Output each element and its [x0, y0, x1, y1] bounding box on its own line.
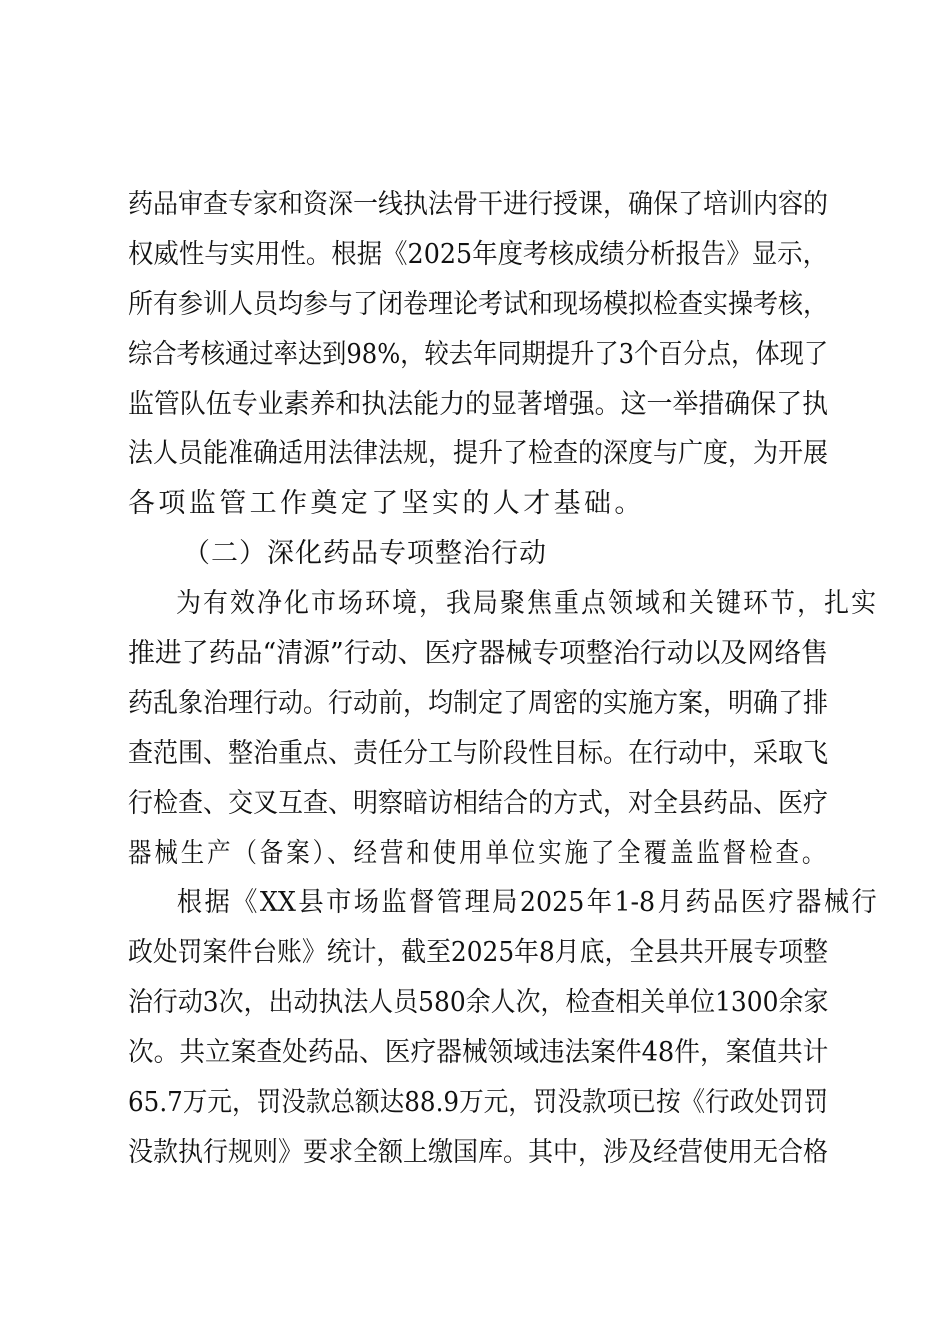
paragraph-1-line-1: 药品审查专家和资深一线执法骨干进行授课，确保了培训内容的	[128, 189, 828, 220]
paragraph-2-line-4: 查范围、整治重点、责任分工与阶段性目标。在行动中，采取飞	[128, 737, 828, 769]
paragraph-3-line-4: 次。共立案查处药品、医疗器械领域违法案件48件，案值共计	[128, 1037, 829, 1069]
paragraph-1-line-4: 综合考核通过率达到98%，较去年同期提升了3个百分点，体现了	[128, 338, 829, 370]
paragraph-3-line-5: 65.7万元，罚没款总额达88.9万元，罚没款项已按《行政处罚罚	[128, 1087, 829, 1119]
paragraph-2-line-1: 为有效净化市场环境，我局聚焦重点领域和关键环节，扎实	[176, 588, 876, 620]
section-heading: （二）深化药品专项整治行动	[183, 538, 547, 570]
paragraph-2-line-2: 推进了药品“清源”行动、医疗器械专项整治行动以及网络售	[128, 638, 828, 670]
paragraph-1-line-2: 权威性与实用性。根据《2025年度考核成绩分析报告》显示，	[128, 238, 828, 270]
paragraph-1-line-5: 监管队伍专业素养和执法能力的显著增强。这一举措确保了执	[128, 388, 828, 420]
paragraph-1-line-6: 法人员能准确适用法律法规，提升了检查的深度与广度，为开展	[128, 438, 828, 470]
paragraph-3-line-2: 政处罚案件台账》统计，截至2025年8月底，全县共开展专项整	[128, 937, 828, 969]
paragraph-2-line-6: 器械生产（备案）、经营和使用单位实施了全覆盖监督检查。	[128, 837, 829, 869]
paragraph-3-line-3: 治行动3次，出动执法人员580余人次，检查相关单位1300余家	[128, 987, 829, 1019]
paragraph-2-line-3: 药乱象治理行动。行动前，均制定了周密的实施方案，明确了排	[128, 687, 828, 719]
document-body	[128, 180, 877, 1178]
paragraph-1-line-7: 各项监管工作奠定了坚实的人才基础。	[128, 488, 645, 520]
paragraph-3-line-6: 没款执行规则》要求全额上缴国库。其中，涉及经营使用无合格	[128, 1136, 828, 1168]
paragraph-3-line-1: 根据《XX县市场监督管理局2025年1-8月药品医疗器械行	[176, 887, 877, 919]
paragraph-2-line-5: 行检查、交叉互查、明察暗访相结合的方式，对全县药品、医疗	[128, 787, 828, 819]
paragraph-1-line-3: 所有参训人员均参与了闭卷理论考试和现场模拟检查实操考核，	[128, 288, 828, 320]
